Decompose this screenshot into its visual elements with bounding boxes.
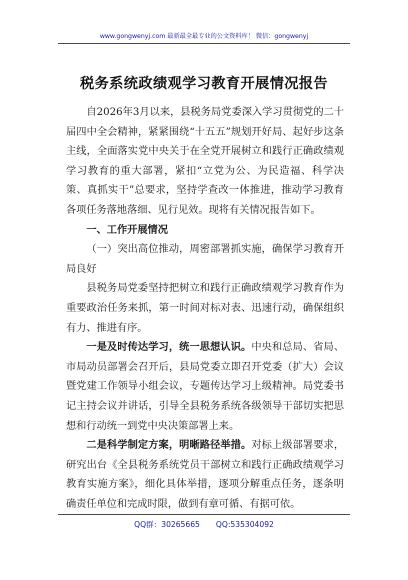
paragraph-intro: 自2026年3月以来，县税务局党委深入学习贯彻党的二十届四中全会精神，紧紧围绕“十五五”规划开好局、起好步这条主线，全面落实党中央关于在全党开展树立和践行正确政绩观学习教育的重大部署，紧扣“立党为公、为民造福、科学决策、真抓实干”总要求，坚持学查改一体推进，推动学习教育各项任务落地落细、见行见效。现将有关情况报告如下。: [66, 107, 344, 216]
footer-qq: QQ:535304092: [215, 520, 274, 529]
document-body: [66, 103, 344, 514]
point-2-lead: 二是科学制定方案，明晰路径举措。: [86, 440, 252, 452]
subsection-heading-1: （一）突出高位推动，周密部署抓实施，确保学习教育开局良好: [66, 244, 344, 275]
footer-qq-group: QQ群：30265665: [134, 520, 200, 529]
point-2-text: 对标上级部署要求，研究出台《全县税务系统党员干部树立和践行正确政绩观学习教育实施方案》，细化具体举措，逐项分解重点任务，逐条明确责任单位和完成时限，做到有章可循、有据可依。: [66, 440, 345, 510]
paragraph-point-2: [66, 436, 344, 514]
footer-divider: [58, 514, 350, 515]
page-footer: [60, 519, 348, 530]
page-header: [60, 31, 348, 40]
point-1-lead: 一是及时传达学习，统一思想认识。: [86, 342, 252, 354]
header-text: www.gongwenyj.com 最新最全最专业的公文资料库！ 微信：gongwenyj: [99, 33, 309, 40]
header-divider: [58, 43, 350, 44]
point-1-text: 中央和总局、省局、市局动员部署会召开后，县局党委立即召开党委（扩大）会议暨党建工作领导小组会议，专题传达学习上级精神。局党委书记主持会议并讲话，引导全县税务系统各级领导干部切实把思想和行动统一到党中央决策部署上来。: [66, 342, 345, 432]
document-title: 税务系统政绩观学习教育开展情况报告: [80, 76, 328, 92]
section-heading-1: 一、工作开展情况: [86, 224, 168, 236]
paragraph-subsection-intro: 县税务局党委坚持把树立和践行正确政绩观学习教育作为重要政治任务来抓，第一时间对标对表、迅速行动，确保组织有力、推进有序。: [66, 283, 344, 334]
paragraph-point-1: [66, 338, 344, 436]
